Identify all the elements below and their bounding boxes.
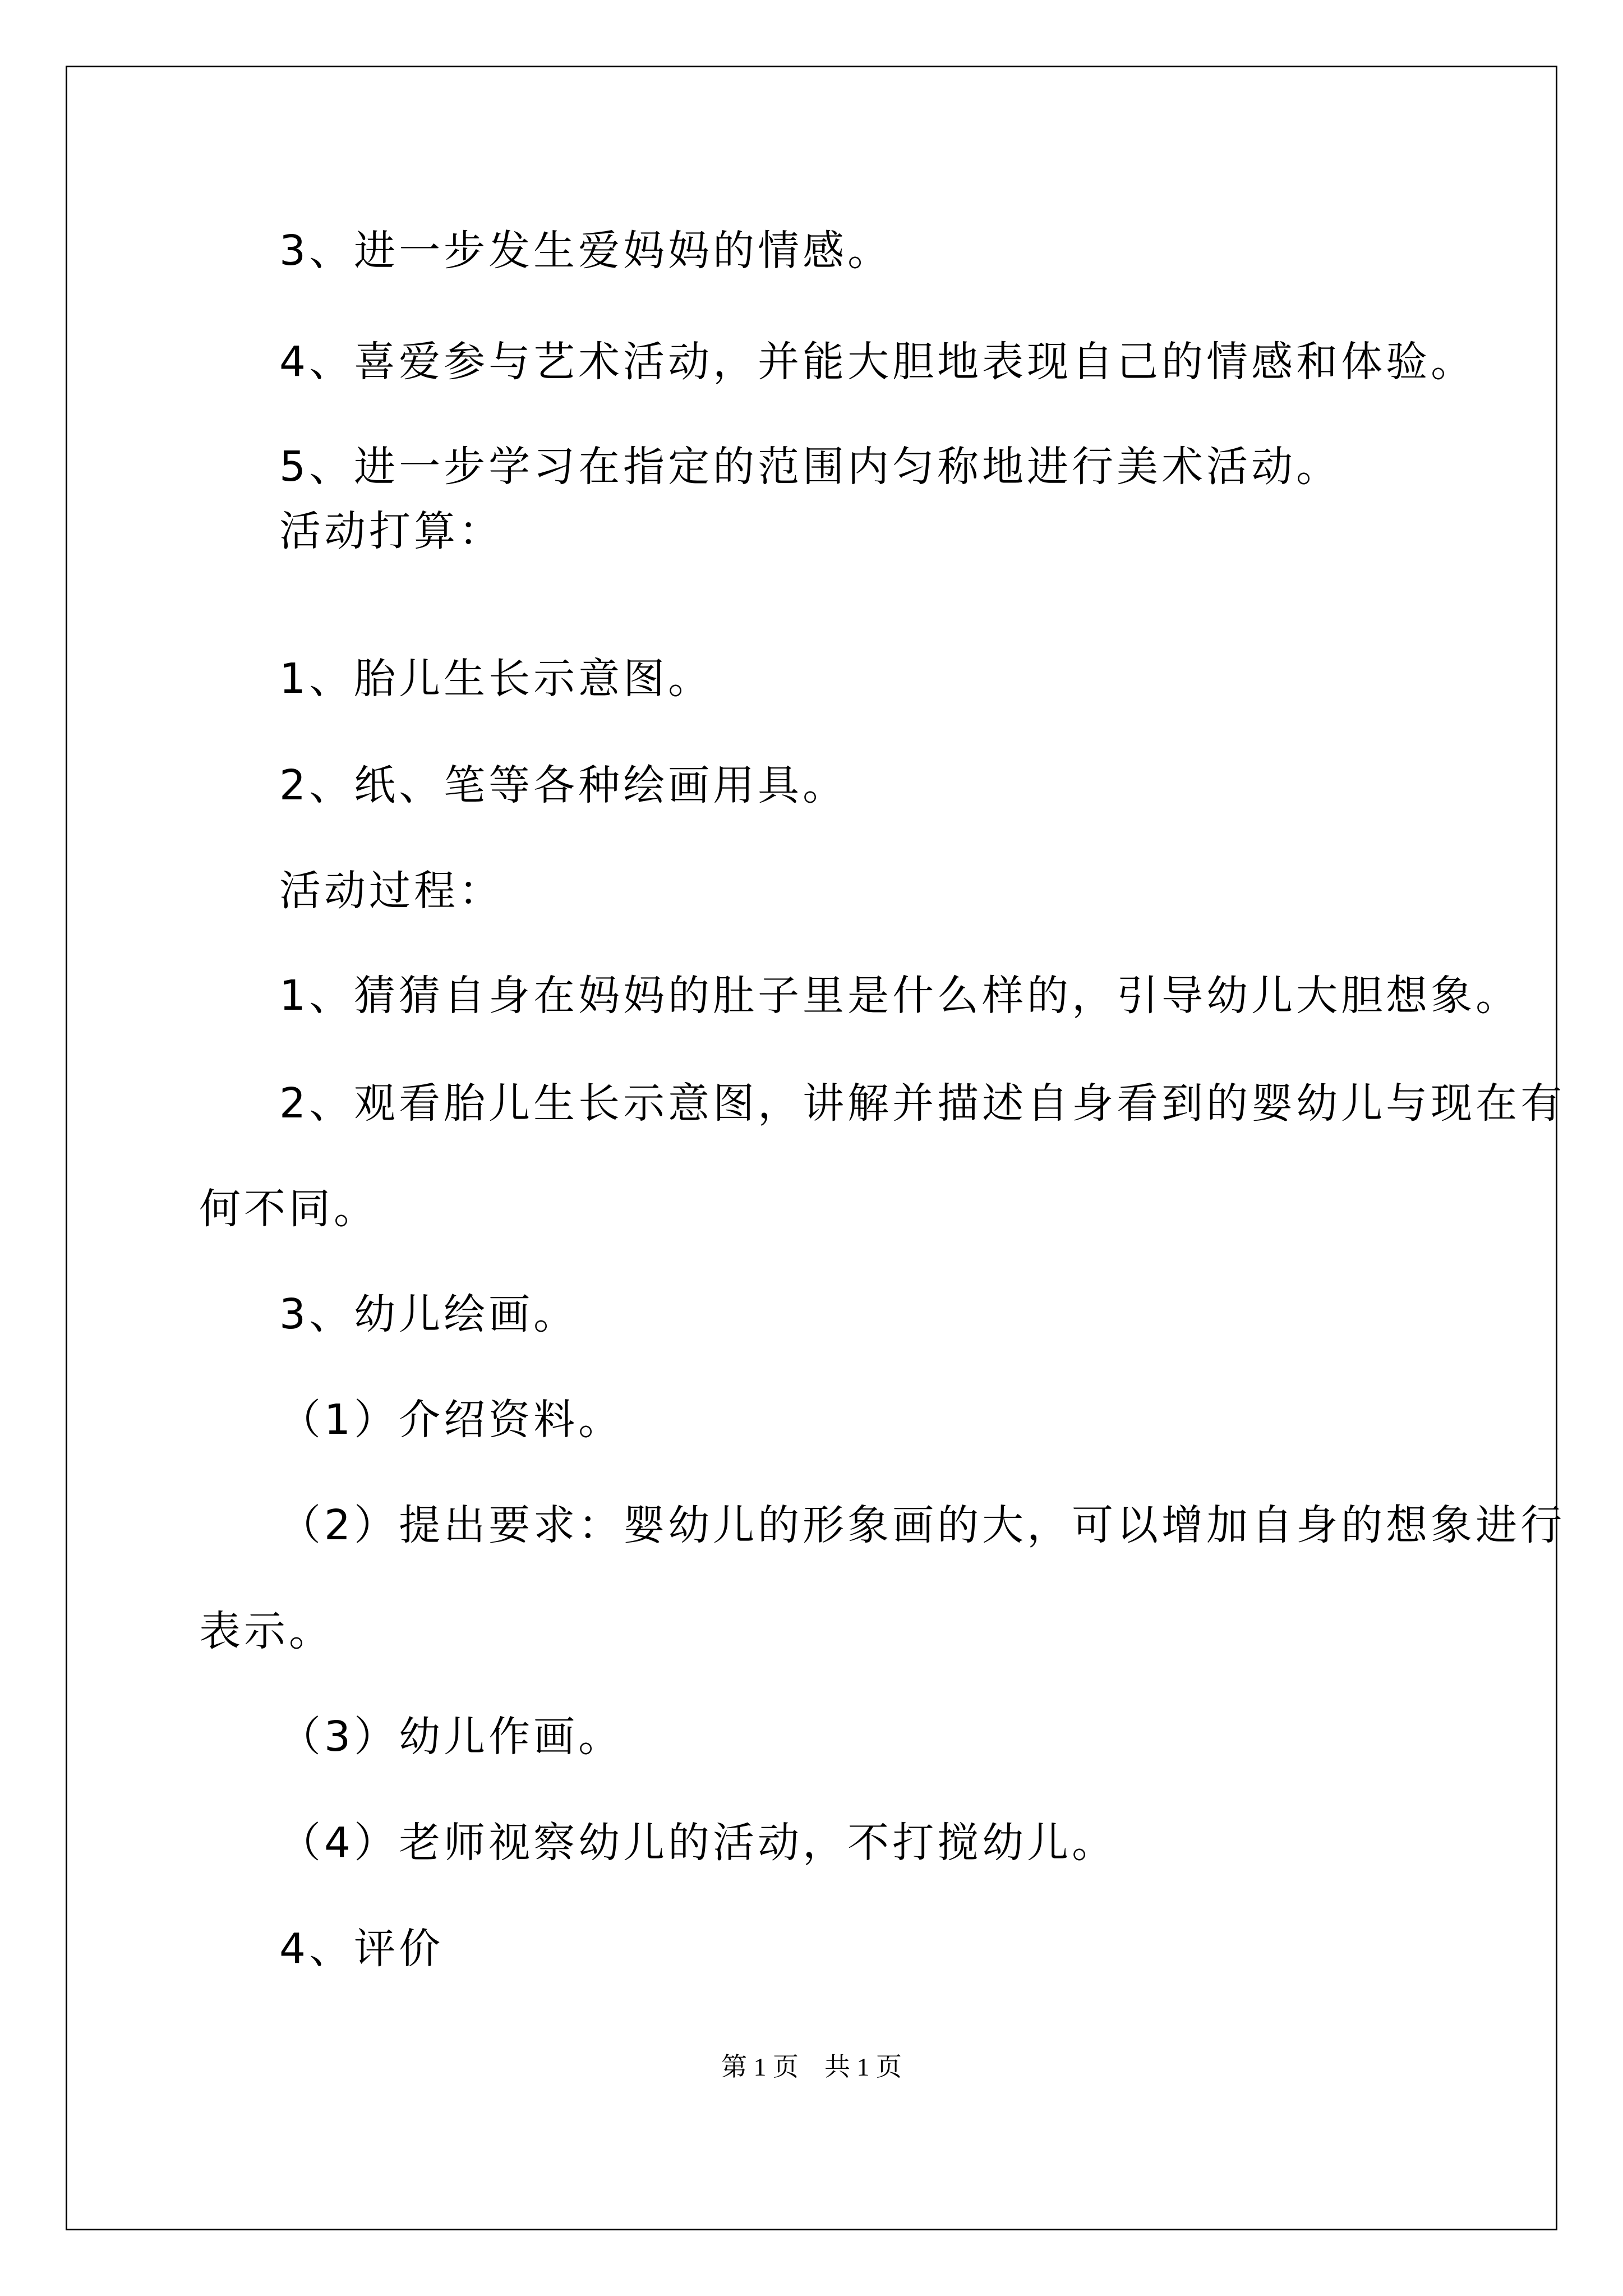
paragraph-prep-1: 1、胎儿生长示意图。 — [279, 655, 713, 703]
page-number-footer: 第 1 页 共 1 页 — [721, 2053, 902, 2081]
paragraph-process-4: 4、评价 — [279, 1925, 444, 1973]
paragraph-process-3: 3、幼儿绘画。 — [279, 1290, 579, 1338]
paragraph-substep-2: （2）提出要求：婴幼儿的形象画的大，可以增加自身的想象进行 — [279, 1501, 1566, 1549]
paragraph-process-2-continued: 何不同。 — [199, 1185, 379, 1233]
paragraph-goal-4: 4、喜爱参与艺术活动，并能大胆地表现自己的情感和体验。 — [279, 338, 1476, 386]
paragraph-substep-1: （1）介绍资料。 — [279, 1396, 624, 1444]
paragraph-prep-2: 2、纸、笔等各种绘画用具。 — [279, 761, 848, 809]
paragraph-substep-4: （4）老师视察幼儿的活动，不打搅幼儿。 — [279, 1819, 1117, 1867]
paragraph-substep-2-continued: 表示。 — [199, 1607, 334, 1655]
heading-activity-preparation: 活动打算： — [279, 507, 504, 555]
paragraph-process-1: 1、猜猜自身在妈妈的肚子里是什么样的，引导幼儿大胆想象。 — [279, 972, 1521, 1020]
paragraph-goal-3: 3、进一步发生爱妈妈的情感。 — [279, 227, 893, 275]
paragraph-substep-3: （3）幼儿作画。 — [279, 1713, 624, 1761]
heading-activity-process: 活动过程： — [279, 867, 504, 915]
paragraph-goal-5: 5、进一步学习在指定的范围内匀称地进行美术活动。 — [279, 443, 1341, 491]
page-border — [66, 66, 1557, 2230]
paragraph-process-2: 2、观看胎儿生长示意图，讲解并描述自身看到的婴幼儿与现在有 — [279, 1079, 1566, 1128]
